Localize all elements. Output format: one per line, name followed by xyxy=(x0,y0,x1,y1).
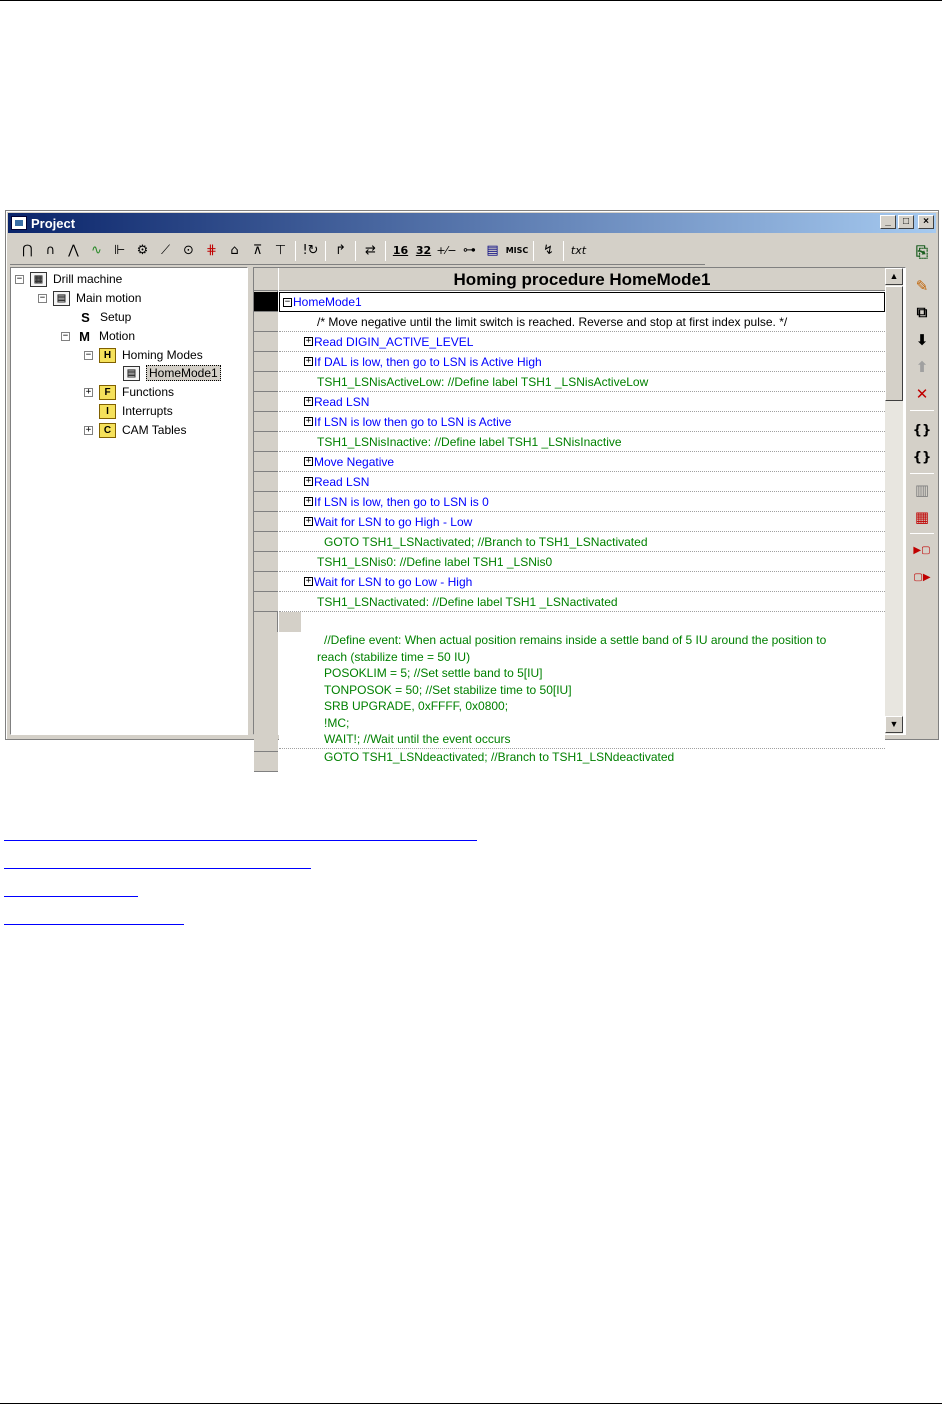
interrupt-icon[interactable]: ↯ xyxy=(543,243,554,258)
code-line[interactable] xyxy=(279,592,885,612)
expand-icon[interactable]: + xyxy=(305,576,312,586)
gutter-cell[interactable] xyxy=(254,592,278,612)
tree-item-homing-modes[interactable] xyxy=(84,346,203,364)
code-line-text: Read LSN xyxy=(314,394,370,409)
gutter-cell[interactable] xyxy=(254,372,278,392)
drill-machine-icon: ▦ xyxy=(30,272,47,287)
tree-item-label: HomeMode1 xyxy=(146,365,221,381)
code-line[interactable] xyxy=(279,492,885,512)
code-line-text: GOTO TSH1_LSNactivated; //Branch to TSH1_LSNactivated xyxy=(324,534,648,549)
code-line-text: TSH1_LSNisInactive: //Define label TSH1 _LSNisInactive xyxy=(317,434,622,449)
collapse-icon[interactable]: − xyxy=(39,292,46,303)
tree-item-label: Homing Modes xyxy=(122,348,203,362)
gutter-cell[interactable] xyxy=(254,512,278,532)
gutter-cell[interactable] xyxy=(254,552,278,572)
tree-item-label: Functions xyxy=(122,385,175,399)
toolbar-separator xyxy=(910,533,934,534)
link-underline[interactable] xyxy=(4,924,184,925)
pt-profile-icon[interactable]: ∿ xyxy=(91,243,102,258)
code-line-text: Wait for LSN to go High - Low xyxy=(314,514,473,529)
toolbar-separator xyxy=(910,410,934,411)
expand-icon[interactable]: + xyxy=(305,496,312,506)
window-controls xyxy=(880,215,934,229)
tree-item-label: Motion xyxy=(99,329,136,343)
run-icon[interactable]: ▶▢ xyxy=(913,544,931,556)
code-line-text: TSH1_LSNisActiveLow: //Define label TSH1 _LSNisActiveLow xyxy=(317,374,649,389)
page-bottom-rule xyxy=(0,1403,942,1404)
compile-icon[interactable]: ▥ xyxy=(914,481,930,499)
vertical-scrollbar[interactable] xyxy=(885,268,903,734)
gutter-cell[interactable] xyxy=(254,332,278,352)
code-line-text: If LSN is low then go to LSN is Active xyxy=(314,414,512,429)
toolbar-separator xyxy=(295,241,296,261)
position-feedback-icon[interactable]: ⊩ xyxy=(113,243,126,258)
move-up-icon[interactable]: ⬆ xyxy=(915,358,929,376)
title-bar[interactable] xyxy=(8,213,936,233)
jumps-icon[interactable]: ↱ xyxy=(335,243,346,258)
gutter-cell[interactable] xyxy=(254,352,278,372)
cam-tables-folder-icon: C xyxy=(99,423,116,438)
code-line-text: Wait for LSN to go Low - High xyxy=(314,574,473,589)
s-curve-profile-icon[interactable]: ∩ xyxy=(45,243,56,258)
code-block-line: TONPOSOK = 50; //Set stabilize time to 50[IU] xyxy=(324,682,572,697)
step-icon[interactable]: ▢▶ xyxy=(913,571,931,583)
code-line[interactable] xyxy=(279,292,885,312)
code-line[interactable] xyxy=(279,432,885,452)
gutter-cell[interactable] xyxy=(254,532,278,552)
link-underline[interactable] xyxy=(4,896,138,897)
toolbar-separator xyxy=(910,473,934,474)
code-line-text: TSH1_LSNis0: //Define label TSH1 _LSNis0 xyxy=(317,554,553,569)
code-line[interactable] xyxy=(279,472,885,492)
expand-icon[interactable]: + xyxy=(85,424,92,435)
toolbar-separator xyxy=(385,241,386,261)
tree-item-label: Drill machine xyxy=(53,272,123,286)
expand-icon[interactable]: + xyxy=(305,356,312,366)
code-line-text: If DAL is low, then go to LSN is Active High xyxy=(314,354,542,369)
link-underline[interactable] xyxy=(4,840,477,841)
tree-item-cam-tables[interactable] xyxy=(84,421,186,439)
events-icon[interactable]: !↻ xyxy=(302,243,319,258)
collapse-all-icon[interactable]: {} xyxy=(912,422,932,438)
gutter-cell[interactable] xyxy=(254,492,278,512)
home-icon[interactable]: ⌂ xyxy=(230,243,239,258)
edit-toolbar xyxy=(909,241,936,581)
project-window xyxy=(5,210,939,764)
homemode-document-icon: ▤ xyxy=(123,366,140,381)
project-app-icon xyxy=(11,216,27,230)
tree-item-functions[interactable] xyxy=(84,383,174,401)
tree-item-setup[interactable] xyxy=(77,308,131,326)
setup-icon: S xyxy=(81,309,90,325)
gutter-cell[interactable] xyxy=(254,432,278,452)
assignment-icon[interactable]: ⇄ xyxy=(365,243,376,258)
gutter-cell[interactable] xyxy=(254,472,278,492)
gear-icon[interactable]: ⚙ xyxy=(136,243,149,258)
code-block-line: //Define event: When actual position remains inside a settle band of 5 IU around the position to xyxy=(324,633,827,647)
build-icon[interactable]: ▦ xyxy=(914,508,930,526)
communication-icon[interactable]: ▤ xyxy=(486,243,499,258)
code-line[interactable] xyxy=(279,372,885,392)
code-line[interactable] xyxy=(279,532,885,552)
external-icon[interactable]: ⋕ xyxy=(206,243,217,258)
code-line-text: Move Negative xyxy=(314,454,395,469)
code-line[interactable] xyxy=(279,392,885,412)
gutter-cell[interactable] xyxy=(254,452,278,472)
collapse-icon[interactable]: − xyxy=(62,330,69,341)
toolbar-separator xyxy=(533,241,534,261)
code-line[interactable] xyxy=(279,512,885,532)
tree-item-main-motion[interactable] xyxy=(38,289,141,307)
tree-item-label: CAM Tables xyxy=(122,423,187,437)
free-text-icon[interactable]: txt xyxy=(570,244,587,257)
minimize-button[interactable]: _ xyxy=(880,215,896,229)
toolbar-separator xyxy=(563,241,564,261)
code-line-text: If LSN is low, then go to LSN is 0 xyxy=(314,494,489,509)
code-line[interactable] xyxy=(279,412,885,432)
expand-icon[interactable]: + xyxy=(305,516,312,526)
motion-toolbar xyxy=(10,237,705,265)
gutter-cell[interactable] xyxy=(254,312,278,332)
code-line-text: TSH1_LSNactivated: //Define label TSH1 _LSNactivated xyxy=(317,594,618,609)
code-line-text: Read DIGIN_ACTIVE_LEVEL xyxy=(314,334,474,349)
io-icon[interactable]: ⊶ xyxy=(463,243,476,258)
electronic-cam-icon[interactable]: ⟋ xyxy=(160,243,171,258)
tree-item-label: Interrupts xyxy=(122,404,173,418)
expand-icon[interactable]: + xyxy=(305,416,312,426)
code-line[interactable] xyxy=(279,452,885,472)
gutter-cell[interactable] xyxy=(254,752,278,772)
code-block-line: POSOKLIM = 5; //Set settle band to 5[IU] xyxy=(324,666,543,680)
program-editor xyxy=(253,267,906,764)
gutter-cell[interactable] xyxy=(254,412,278,432)
insert-icon[interactable]: ⎘ xyxy=(915,243,928,261)
close-button[interactable]: × xyxy=(918,215,934,229)
code-line-text: HomeMode1 xyxy=(293,295,362,309)
tree-item-motion[interactable] xyxy=(61,327,135,345)
toolbar-separator xyxy=(355,241,356,261)
link-underline[interactable] xyxy=(4,868,311,869)
scroll-up-button[interactable]: ▲ xyxy=(885,268,903,285)
tree-item-label: Main motion xyxy=(76,291,142,305)
wait-motion-icon[interactable]: ⊼ xyxy=(252,243,263,258)
code-line[interactable] xyxy=(279,312,885,332)
gutter-cell[interactable] xyxy=(254,392,278,412)
motion-icon: M xyxy=(79,328,90,344)
code-line-text: /* Move negative until the limit switch is reached. Reverse and stop at first index pulse. */ xyxy=(317,314,788,329)
misc-icon[interactable]: MISC xyxy=(505,246,529,255)
gutter-cell[interactable] xyxy=(254,292,278,312)
functions-folder-icon: F xyxy=(99,385,116,400)
test-icon[interactable]: ⊤ xyxy=(274,243,287,258)
code-line-text: Read LSN xyxy=(314,474,370,489)
copy-icon[interactable]: ⧉ xyxy=(916,303,928,321)
tree-item-interrupts[interactable] xyxy=(99,402,173,420)
move-down-icon[interactable]: ⬇ xyxy=(915,331,929,349)
code-block-line: !MC; xyxy=(324,715,350,730)
tree-item-homemode1[interactable] xyxy=(123,364,221,382)
collapse-icon[interactable]: − xyxy=(85,349,92,360)
code-block-line: WAIT!; //Wait until the event occurs xyxy=(324,732,511,746)
trapezoidal-profile-icon[interactable]: ⋂ xyxy=(22,243,33,258)
code-line[interactable] xyxy=(279,352,885,372)
expand-icon[interactable]: + xyxy=(305,456,312,466)
expand-icon[interactable]: + xyxy=(305,476,312,486)
int32-icon[interactable]: 32 xyxy=(415,244,432,257)
gutter-cell[interactable] xyxy=(254,632,278,752)
scroll-thumb[interactable] xyxy=(885,286,903,401)
expand-all-icon[interactable]: {} xyxy=(912,449,932,465)
free-text-block[interactable] xyxy=(279,632,885,764)
stop-motion-icon[interactable]: ⊙ xyxy=(183,243,194,258)
code-line[interactable] xyxy=(279,552,885,572)
expand-icon[interactable]: + xyxy=(305,336,312,346)
window-title: Project xyxy=(31,215,76,231)
main-motion-icon: ▤ xyxy=(53,291,70,306)
collapse-icon[interactable]: − xyxy=(16,273,23,284)
expand-icon[interactable]: + xyxy=(305,396,312,406)
homing-modes-folder-icon: H xyxy=(99,348,116,363)
tree-item-label: Setup xyxy=(100,310,132,324)
page-top-rule xyxy=(0,0,942,1)
maximize-button[interactable]: □ xyxy=(898,215,914,229)
code-block-line: reach (stabilize time = 50 IU) xyxy=(317,649,471,664)
collapse-icon[interactable]: − xyxy=(284,296,291,307)
toolbar-separator xyxy=(325,241,326,261)
expand-icon[interactable]: + xyxy=(85,386,92,397)
pvt-profile-icon[interactable]: ⋀ xyxy=(68,243,79,258)
scroll-down-button[interactable]: ▼ xyxy=(885,716,903,733)
code-block-line: SRB UPGRADE, 0xFFFF, 0x0800; xyxy=(324,699,509,713)
arithmetic-icon[interactable]: +⁄− xyxy=(436,244,457,257)
gutter-cell[interactable] xyxy=(254,572,278,592)
int16-icon[interactable]: 16 xyxy=(392,244,409,257)
tree-item-drill-machine[interactable] xyxy=(15,270,122,288)
code-line[interactable] xyxy=(279,572,885,592)
interrupts-folder-icon: I xyxy=(99,404,116,419)
editor-title: Homing procedure HomeMode1 xyxy=(279,268,885,291)
project-tree xyxy=(10,267,248,735)
code-block-line: GOTO TSH1_LSNdeactivated; //Branch to TSH1_LSNdeactivated xyxy=(279,748,885,766)
gutter-header xyxy=(254,268,278,291)
delete-icon[interactable]: ✕ xyxy=(915,385,929,403)
edit-icon[interactable]: ✎ xyxy=(915,277,929,295)
code-line[interactable] xyxy=(279,332,885,352)
